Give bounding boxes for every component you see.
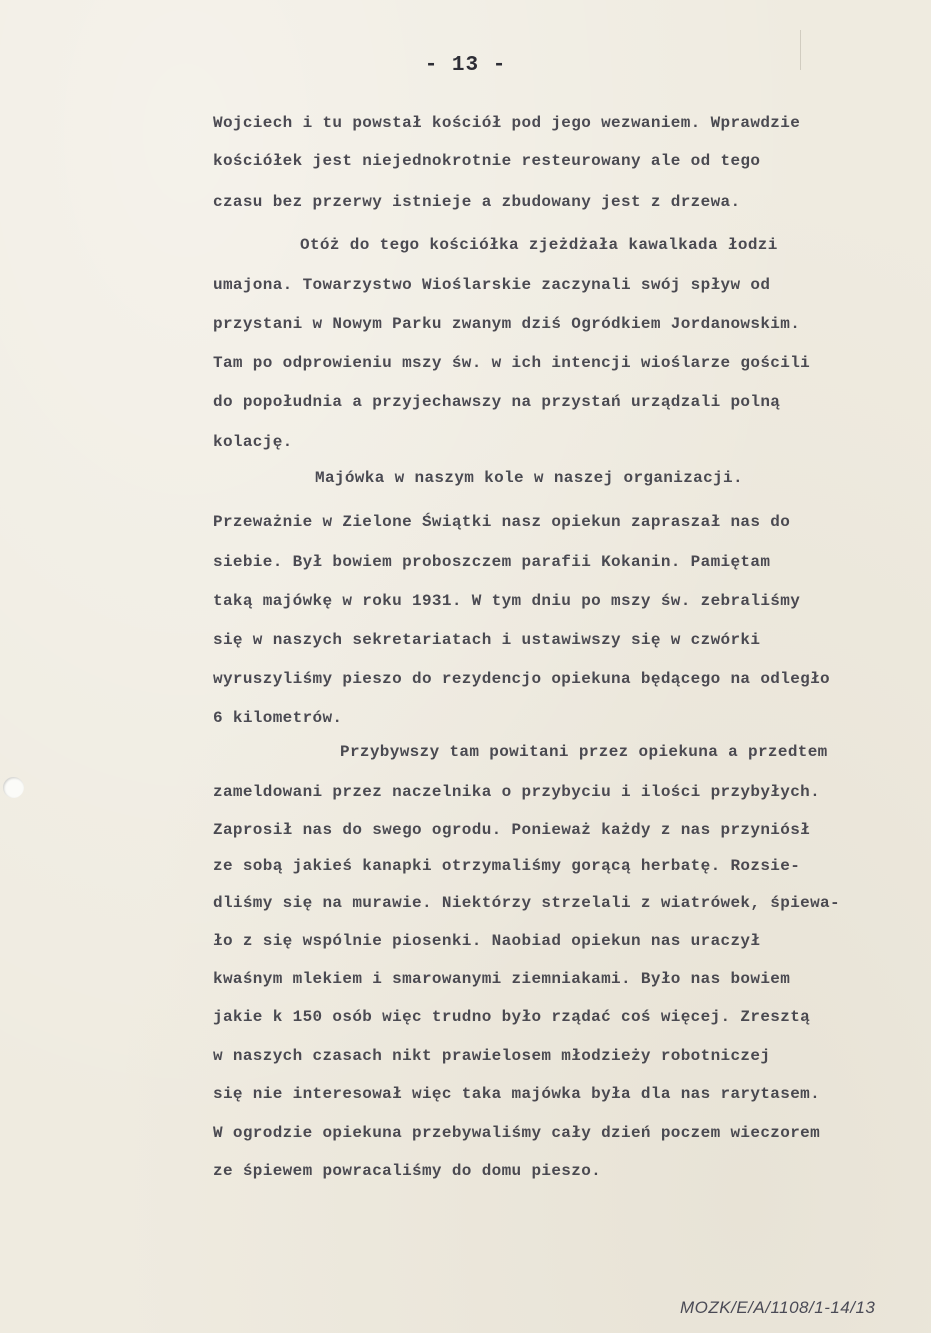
text-line: 6 kilometrów. bbox=[213, 709, 343, 727]
text-line: do popołudnia a przyjechawszy na przystań urządzali polną bbox=[213, 393, 781, 411]
text-line: Przeważnie w Zielone Świątki nasz opiekun zapraszał nas do bbox=[213, 513, 791, 531]
text-line: przystani w Nowym Parku zwanym dziś Ogródkiem Jordanowskim. bbox=[213, 315, 801, 333]
text-line: zameldowani przez naczelnika o przybyciu i ilości przybyłych. bbox=[213, 783, 821, 801]
text-line: Otóż do tego kościółka zjeżdżała kawalkada łodzi bbox=[300, 236, 778, 254]
text-line: w naszych czasach nikt prawielosem młodzieży robotniczej bbox=[213, 1047, 771, 1065]
archive-reference: MOZK/E/A/1108/1-14/13 bbox=[680, 1298, 876, 1317]
text-line: W ogrodzie opiekuna przebywaliśmy cały dzień poczem wieczorem bbox=[213, 1124, 821, 1142]
text-line: Tam po odprowieniu mszy św. w ich intencji wioślarze gościli bbox=[213, 354, 811, 372]
page-number: - 13 - bbox=[424, 54, 507, 77]
text-line: ło z się wspólnie piosenki. Naobiad opiekun nas uraczył bbox=[213, 932, 761, 950]
text-line: siebie. Był bowiem proboszczem parafii Kokanin. Pamiętam bbox=[213, 553, 771, 571]
text-line: się nie interesował więc taka majówka była dla nas rarytasem. bbox=[213, 1085, 821, 1103]
text-line: czasu bez przerwy istnieje a zbudowany jest z drzewa. bbox=[213, 193, 741, 211]
text-line: jakie k 150 osób więc trudno było rządać coś więcej. Zresztą bbox=[213, 1008, 811, 1026]
text-line: Wojciech i tu powstał kościół pod jego wezwaniem. Wprawdzie bbox=[213, 114, 801, 132]
text-line: Przybywszy tam powitani przez opiekuna a przedtem bbox=[340, 743, 828, 761]
text-line: dliśmy się na murawie. Niektórzy strzelali z wiatrówek, śpiewa- bbox=[213, 894, 840, 912]
text-line: się w naszych sekretariatach i ustawiwszy się w czwórki bbox=[213, 631, 761, 649]
text-line: kolację. bbox=[213, 433, 293, 451]
section-heading: Majówka w naszym kole w naszej organizacji. bbox=[315, 469, 743, 487]
text-line: kwaśnym mlekiem i smarowanymi ziemniakami. Było nas bowiem bbox=[213, 970, 791, 988]
text-line: wyruszyliśmy pieszo do rezydencjo opiekuna będącego na odległo bbox=[213, 670, 830, 688]
text-line: Zaprosił nas do swego ogrodu. Ponieważ każdy z nas przyniósł bbox=[213, 821, 811, 839]
text-line: ze sobą jakieś kanapki otrzymaliśmy gorącą herbatę. Rozsie- bbox=[213, 857, 801, 875]
text-line: ze śpiewem powracaliśmy do domu pieszo. bbox=[213, 1162, 602, 1180]
text-line: umajona. Towarzystwo Wioślarskie zaczynali swój spływ od bbox=[213, 276, 771, 294]
text-line: taką majówkę w roku 1931. W tym dniu po mszy św. zebraliśmy bbox=[213, 592, 801, 610]
text-line: kościółek jest niejednokrotnie resteurowany ale od tego bbox=[213, 152, 761, 170]
